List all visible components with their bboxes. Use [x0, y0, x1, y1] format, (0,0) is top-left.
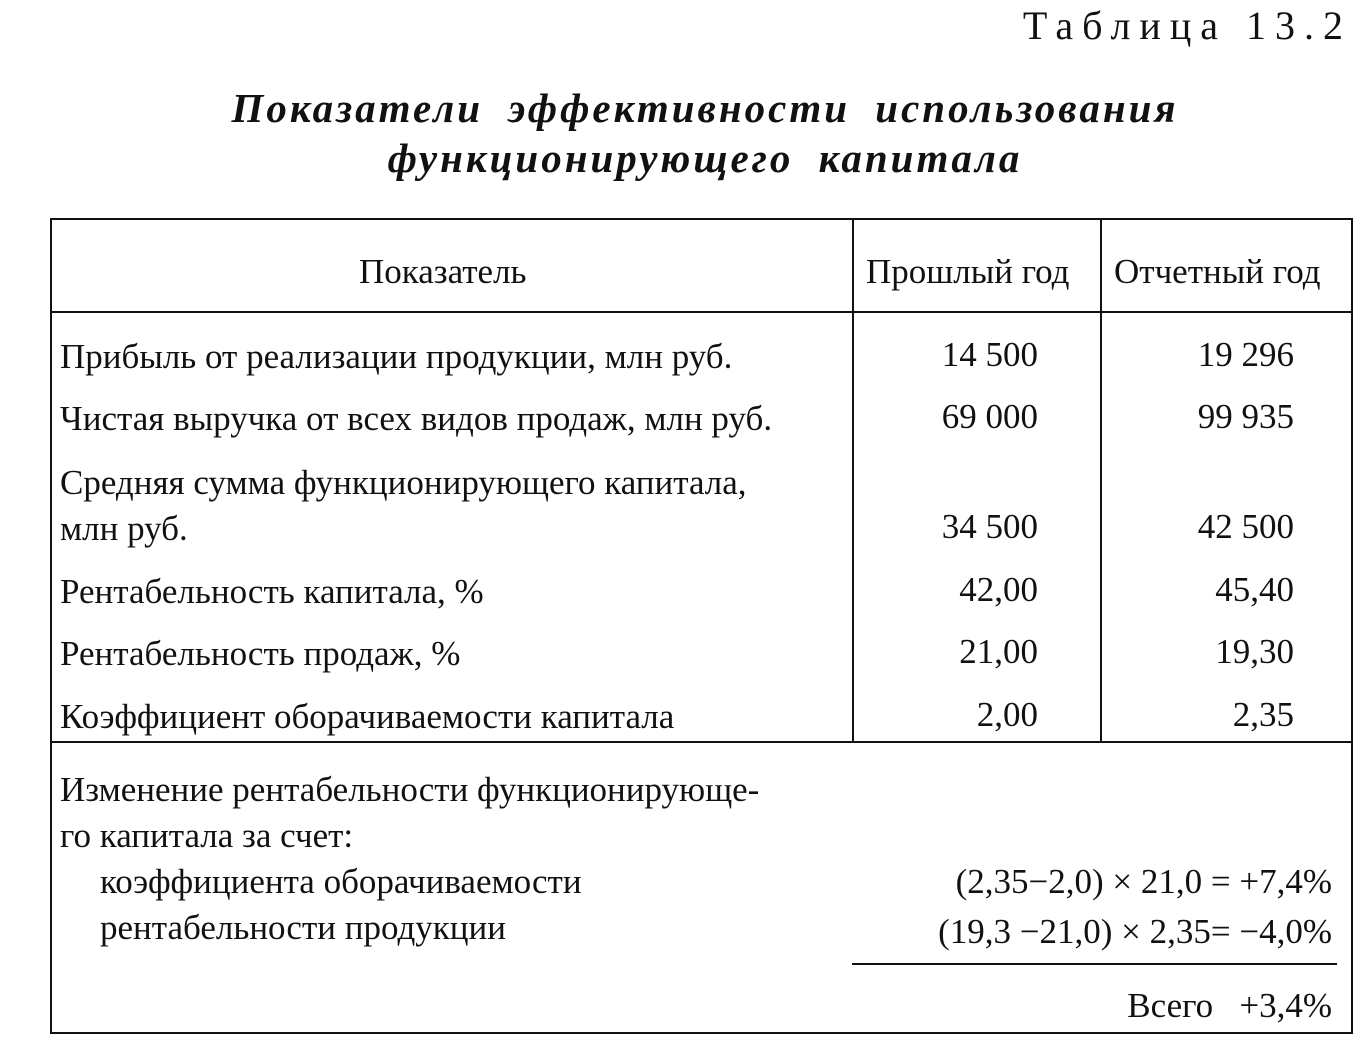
row-prev-value: 21,00: [959, 632, 1038, 671]
row-label-line-1: Средняя сумма функционирующего капитала,: [60, 463, 747, 502]
row-curr-value: 19 296: [1197, 335, 1294, 374]
summary-divider: [50, 741, 1353, 743]
column-divider-1: [852, 218, 854, 743]
column-divider-2: [1100, 218, 1102, 743]
row-curr-value: 45,40: [1215, 570, 1294, 609]
header-divider: [50, 311, 1353, 313]
row-label: Коэффициент оборачиваемости капитала: [60, 697, 675, 736]
change-factor-label: коэффициента оборачиваемости: [100, 862, 582, 901]
row-prev-value: 42,00: [959, 570, 1038, 609]
row-prev-value: 2,00: [976, 695, 1038, 734]
header-reporting-year: Отчетный год: [1114, 252, 1321, 291]
row-label-line-2: млн руб.: [60, 509, 188, 548]
header-previous-year: Прошлый год: [866, 252, 1070, 291]
change-heading-line-2: го капитала за счет:: [60, 816, 354, 855]
row-curr-value: 99 935: [1197, 397, 1294, 436]
table-title-line-2: функционирующего капитала: [387, 135, 1023, 181]
change-heading-line-1: Изменение рентабельности функционирующе-: [60, 770, 760, 809]
row-curr-value: 2,35: [1232, 695, 1294, 734]
row-label: Рентабельность продаж, %: [60, 634, 461, 673]
row-prev-value: 34 500: [941, 507, 1038, 546]
row-curr-value: 42 500: [1197, 507, 1294, 546]
change-factor-formula: (19,3 −21,0) × 2,35= −4,0%: [938, 912, 1332, 951]
header-indicator: Показатель: [359, 252, 527, 291]
change-total: Всего +3,4%: [1127, 986, 1332, 1025]
row-label: Прибыль от реализации продукции, млн руб.: [60, 337, 733, 376]
change-factor-label: рентабельности продукции: [100, 908, 506, 947]
row-label: Чистая выручка от всех видов продаж, млн руб.: [60, 399, 773, 438]
row-prev-value: 69 000: [941, 397, 1038, 436]
row-prev-value: 14 500: [941, 335, 1038, 374]
table-title-line-1: Показатели эффективности использования: [231, 85, 1179, 131]
table-number-label: Таблица 13.2: [1022, 3, 1352, 48]
total-rule: [852, 963, 1337, 965]
row-curr-value: 19,30: [1215, 632, 1294, 671]
change-factor-formula: (2,35−2,0) × 21,0 = +7,4%: [955, 862, 1332, 901]
row-label: Рентабельность капитала, %: [60, 572, 484, 611]
